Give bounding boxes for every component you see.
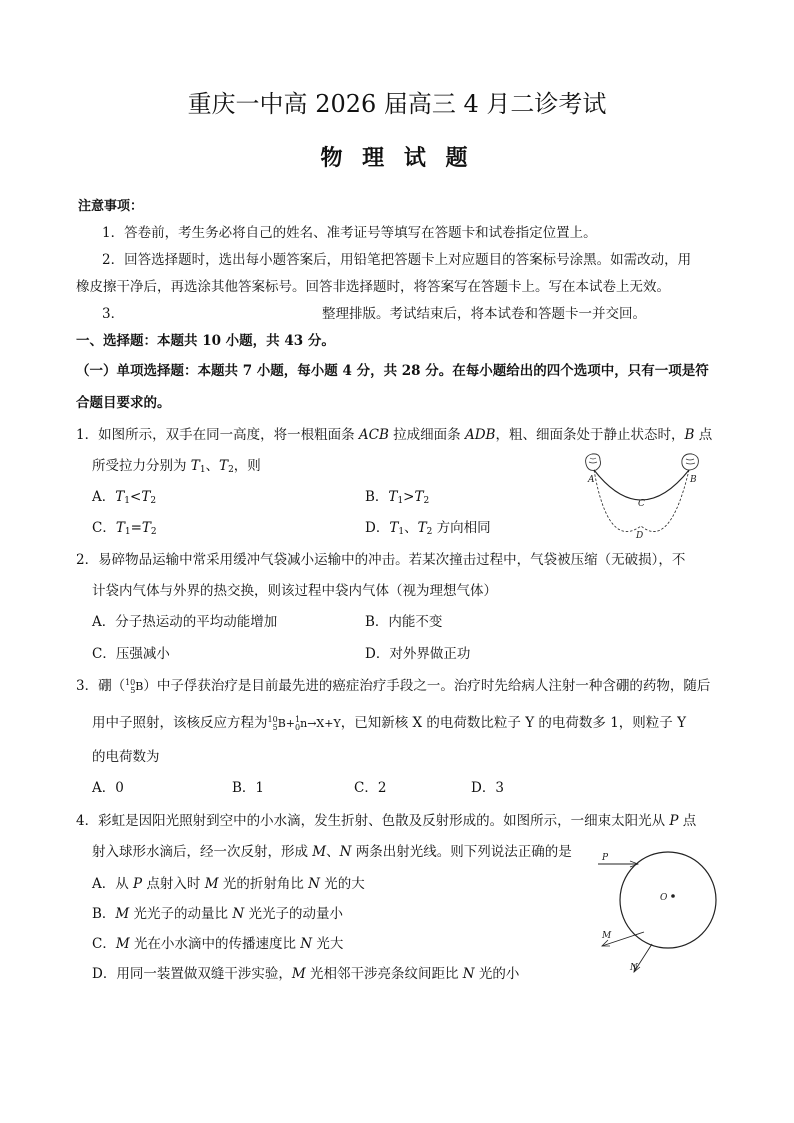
notice-item-3-text: 整理排版。考试结束后，将本试卷和答题卡一并交回。 [322,306,646,322]
notice-item-2-line1: 2．回答选择题时，选出每小题答案后，用铅笔把答题卡上对应题目的答案标号涂黑。如需改动，用 [102,252,692,268]
point-d-label: D [636,531,644,541]
q2-option-c: C．压强减小 [92,646,170,662]
notice-item-3-number: 3． [102,306,125,322]
label-o: O [660,893,668,903]
q3-option-c: C．2 [354,780,387,796]
q4-option-d: D．用同一装置做双缝干涉实验，M 光相邻干涉亮条纹间距比 N 光的小 [92,966,520,982]
exam-title: 重庆一中高 2026 届高三 4 月二诊考试 [187,90,607,118]
water-droplet [620,852,716,948]
q3-stem-line1: 3．硼（ 10 5 B）中子俘获治疗是目前最先进的癌症治疗手段之一。治疗时先给病人注射一种含硼的药物，随后 [76,678,711,695]
reaction-equation: 10 5 B+ 1 0 n→X+Y [267,715,341,732]
notice-item-1: 1．答卷前，考生务必将自己的姓名、准考证号等填写在答题卡和试卷指定位置上。 [102,225,597,241]
q2-option-d: D．对外界做正功 [365,646,471,662]
label-m: M [602,931,612,941]
q3-stem-line2: 用中子照射，该核反应方程为 10 5 B+ 1 0 n→X+Y，已知新核 X 的电荷数比粒子 Y 的电荷数多 1，则粒子 Y [92,715,687,732]
q1-stem-line1: 1．如图所示，双手在同一高度，将一根粗面条 ACB 拉成细面条 ADB，粗、细面条处于静止状态时，B 点 [76,427,713,443]
q2-stem-line1: 2．易碎物品运输中常采用缓冲气袋减小运输中的冲击。若某次撞击过程中，气袋被压缩（无破损），不 [76,552,686,568]
q2-option-b: B．内能不变 [365,614,443,630]
subsection-heading-line1: （一）单项选择题：本题共 7 小题，每小题 4 分，共 28 分。在每小题给出的四个选项中，只有一项是符 [76,363,709,379]
q1-option-c: C．$T_1=T_2$ [92,520,157,537]
q1-stem-line2: 所受拉力分别为 $T_1$、$T_2$，则 [92,458,261,475]
section-heading: 一、选择题：本题共 10 小题，共 43 分。 [76,333,335,349]
point-a-label: A [588,475,595,485]
q3-stem-line3: 的电荷数为 [92,749,160,765]
q4-option-a: A．从 P 点射入时 M 光的折射角比 N 光的大 [92,876,365,892]
q4-stem-line2: 射入球形水滴后，经一次反射，形成 M、N 两条出射光线。则下列说法正确的是 [92,844,572,860]
label-p: P [602,853,609,863]
q1-noodle-figure [578,450,708,542]
q4-stem-line1: 4．彩虹是因阳光照射到空中的小水滴，发生折射、色散及反射形成的。如图所示，一细束太阳光从 P 点 [76,813,697,829]
subsection-heading-line2: 合题目要求的。 [76,395,171,411]
q3-option-d: D．3 [471,780,504,796]
right-hand-icon [682,454,699,470]
q4-option-c: C．M 光在小水滴中的传播速度比 N 光大 [92,936,344,952]
left-hand-icon [586,454,601,471]
thick-noodle-acb [594,470,689,500]
q4-option-b: B．M 光光子的动量比 N 光光子的动量小 [92,906,343,922]
q1-option-b: B．$T_1>T_2$ [365,489,430,506]
point-b-label: B [690,475,697,485]
center-point [671,894,675,898]
q2-option-a: A．分子热运动的平均动能增加 [92,614,278,630]
label-n: N [630,963,638,973]
q3-option-b: B．1 [232,780,265,796]
q1-option-a: A．$T_1<T_2$ [92,489,157,506]
q2-stem-line2: 计袋内气体与外界的热交换，则该过程中袋内气体（视为理想气体） [92,583,497,599]
notice-item-2-line2: 橡皮擦干净后，再选涂其他答案标号。回答非选择题时，将答案写在答题卡上。写在本试卷上无效。 [76,279,670,295]
q3-option-a: A．0 [92,780,124,796]
subject-title: 物 理 试 题 [320,145,474,171]
point-c-label: C [638,499,645,509]
q4-droplet-figure [594,840,724,980]
notice-heading: 注意事项： [78,199,144,214]
q1-option-d: D．$T_1$、$T_2$ 方向相同 [365,520,491,537]
